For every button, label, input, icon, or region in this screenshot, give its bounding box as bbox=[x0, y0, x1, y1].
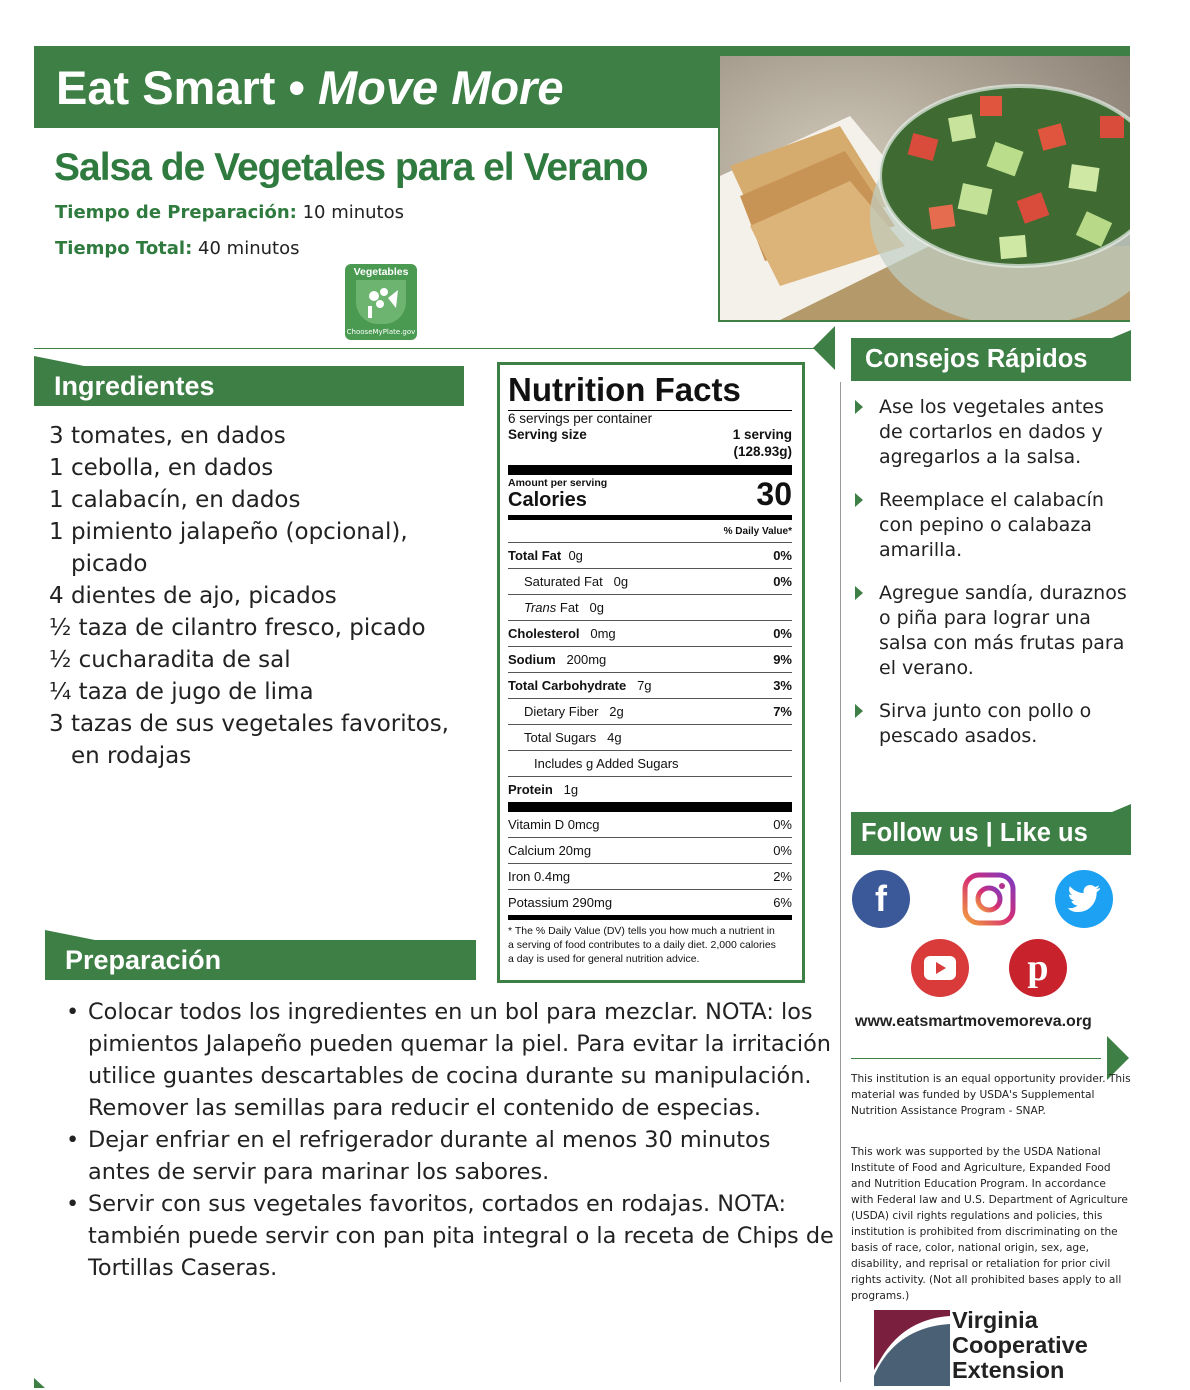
section-tab bbox=[34, 356, 84, 366]
social-heading: Follow us | Like us bbox=[851, 812, 1131, 855]
nutrient-row: Trans Fat 0g bbox=[508, 594, 792, 620]
myplate-vegetables-badge bbox=[345, 264, 417, 340]
list-item: 3 tazas de sus vegetales favoritos, en rodajas bbox=[49, 711, 449, 769]
divider-arrow bbox=[813, 326, 835, 370]
list-item: ¼ taza de jugo de lima bbox=[49, 679, 314, 705]
calories-value: 30 bbox=[756, 476, 792, 512]
nutrient-row: Total Sugars 4g bbox=[508, 724, 792, 750]
list-item: ½ cucharadita de sal bbox=[49, 647, 291, 673]
salsa-photo bbox=[720, 56, 1130, 320]
nutrient-row: Protein 1g bbox=[508, 776, 792, 802]
vitamin-row: Calcium 20mg 0% bbox=[508, 837, 792, 863]
myplate-label: Vegetables bbox=[353, 266, 409, 278]
list-item: ½ taza de cilantro fresco, picado bbox=[49, 615, 426, 641]
list-item: 1 calabacín, en dados bbox=[49, 487, 301, 513]
serving-size-label: Serving size bbox=[508, 427, 587, 442]
list-item: • Dejar enfriar en el refrigerador durante al menos 30 minutos antes de servir para marinar los sabores. bbox=[66, 1124, 836, 1188]
nutrient-row: Dietary Fiber 2g 7% bbox=[508, 698, 792, 724]
amount-per-serving: Amount per serving bbox=[508, 477, 608, 489]
list-item: Reemplace el calabacín con pepino o calabaza amarilla. bbox=[852, 488, 1132, 563]
nutrient-row: Total Fat 0g 0% bbox=[508, 542, 792, 568]
virginia-cooperative-extension-logo bbox=[874, 1307, 1130, 1386]
serving-size-value: 1 serving bbox=[732, 427, 792, 442]
serving-size-row bbox=[508, 426, 792, 443]
list-item: • Colocar todos los ingredientes en un bol para mezclar. NOTA: los pimientos Jalapeño pueden quemar la piel. Para evitar la irritación utilice guantes descartables de cocina durante su manipulación. Remover las semillas para reducir el contenido de especias. bbox=[66, 996, 836, 1124]
nutrition-title: Nutrition Facts bbox=[508, 371, 741, 408]
list-item: 1 pimiento jalapeño (opcional), picado bbox=[49, 519, 408, 577]
total-time: Tiempo Total: 40 minutos bbox=[55, 238, 300, 259]
twitter-icon[interactable] bbox=[1055, 870, 1113, 928]
vegetable-icon bbox=[356, 280, 406, 324]
equal-opportunity-statement: This institution is an equal opportunity provider. This material was funded by USDA's Supplemental Nutrition Assistance Program - SNAP. bbox=[851, 1073, 1131, 1117]
calories-label: Calories bbox=[508, 489, 587, 511]
tips-heading: Consejos Rápidos bbox=[851, 338, 1131, 381]
facebook-icon[interactable]: f bbox=[852, 870, 910, 928]
divider bbox=[851, 1058, 1101, 1059]
serving-size-grams: (128.93g) bbox=[733, 444, 792, 459]
list-item: Sirva junto con pollo o pescado asados. bbox=[852, 699, 1132, 749]
list-item: 1 cebolla, en dados bbox=[49, 455, 274, 481]
list-item: • Servir con sus vegetales favoritos, cortados en rodajas. NOTA: también puede servir con pan pita integral o la receta de Chips de Tortillas Caseras. bbox=[66, 1188, 836, 1284]
tips-list bbox=[852, 395, 1132, 767]
daily-value-footnote: * The % Daily Value (DV) tells you how much a nutrient in a serving of food contributes to a daily diet. 2,000 calories a day is used for general nutrition advice. bbox=[508, 925, 776, 965]
list-item: 4 dientes de ajo, picados bbox=[49, 583, 337, 609]
nutrient-row: Sodium 200mg 9% bbox=[508, 646, 792, 672]
website-link[interactable]: www.eatsmartmovemoreva.org bbox=[855, 1013, 1092, 1030]
youtube-icon[interactable] bbox=[911, 939, 969, 997]
nutrient-row: Total Carbohydrate 7g 3% bbox=[508, 672, 792, 698]
brand-title: Eat Smart • Move More bbox=[56, 61, 564, 114]
instagram-icon[interactable] bbox=[960, 870, 1018, 928]
nutrition-facts-label bbox=[497, 362, 805, 983]
ingredients-list bbox=[49, 420, 479, 772]
vitamin-row: Vitamin D 0mcg 0% bbox=[508, 817, 792, 832]
list-item: 3 tomates, en dados bbox=[49, 423, 286, 449]
section-tab bbox=[1112, 330, 1131, 338]
section-tab bbox=[1112, 804, 1131, 812]
corner-tab bbox=[34, 1378, 45, 1388]
myplate-footer: ChooseMyPlate.gov bbox=[346, 328, 416, 336]
vce-wordmark: Virginia Cooperative Extension bbox=[952, 1307, 1088, 1383]
nutrient-row: Saturated Fat 0g 0% bbox=[508, 568, 792, 594]
daily-value-header: % Daily Value* bbox=[723, 526, 792, 537]
recipe-title: Salsa de Vegetales para el Verano bbox=[54, 146, 648, 189]
pinterest-icon[interactable]: p bbox=[1009, 939, 1067, 997]
calories-row bbox=[508, 475, 792, 511]
list-item: Ase los vegetales antes de cortarlos en dados y agregarlos a la salsa. bbox=[852, 395, 1132, 470]
nutrient-row: Includes g Added Sugars bbox=[508, 750, 792, 776]
ingredients-heading: Ingredientes bbox=[34, 366, 464, 406]
list-item: Agregue sandía, duraznos o piña para lograr una salsa con más frutas para el verano. bbox=[852, 581, 1132, 681]
preparation-steps bbox=[66, 996, 836, 1284]
vce-emblem bbox=[874, 1310, 950, 1386]
preparation-heading: Preparación bbox=[45, 940, 476, 980]
nutrient-row: Cholesterol 0mg 0% bbox=[508, 620, 792, 646]
section-tab bbox=[45, 930, 95, 940]
vitamin-row: Iron 0.4mg 2% bbox=[508, 863, 792, 889]
servings-per-container: 6 servings per container bbox=[508, 411, 653, 426]
column-divider bbox=[840, 382, 841, 1382]
divider bbox=[34, 348, 834, 349]
nondiscrimination-statement: This work was supported by the USDA National Institute of Food and Agriculture, Expanded Food and Nutrition Education Program. In accordance with Federal law and U.S. Department of Agriculture (USDA) civil rights regulations and policies, this institution is prohibited from discriminating on the basis of race, color, national origin, sex, age, disability, and reprisal or retaliation for prior civil rights activity. (Not all prohibited bases apply to all programs.) bbox=[851, 1146, 1128, 1302]
prep-time: Tiempo de Preparación: 10 minutos bbox=[55, 202, 404, 223]
vitamin-row: Potassium 290mg 6% bbox=[508, 889, 792, 915]
